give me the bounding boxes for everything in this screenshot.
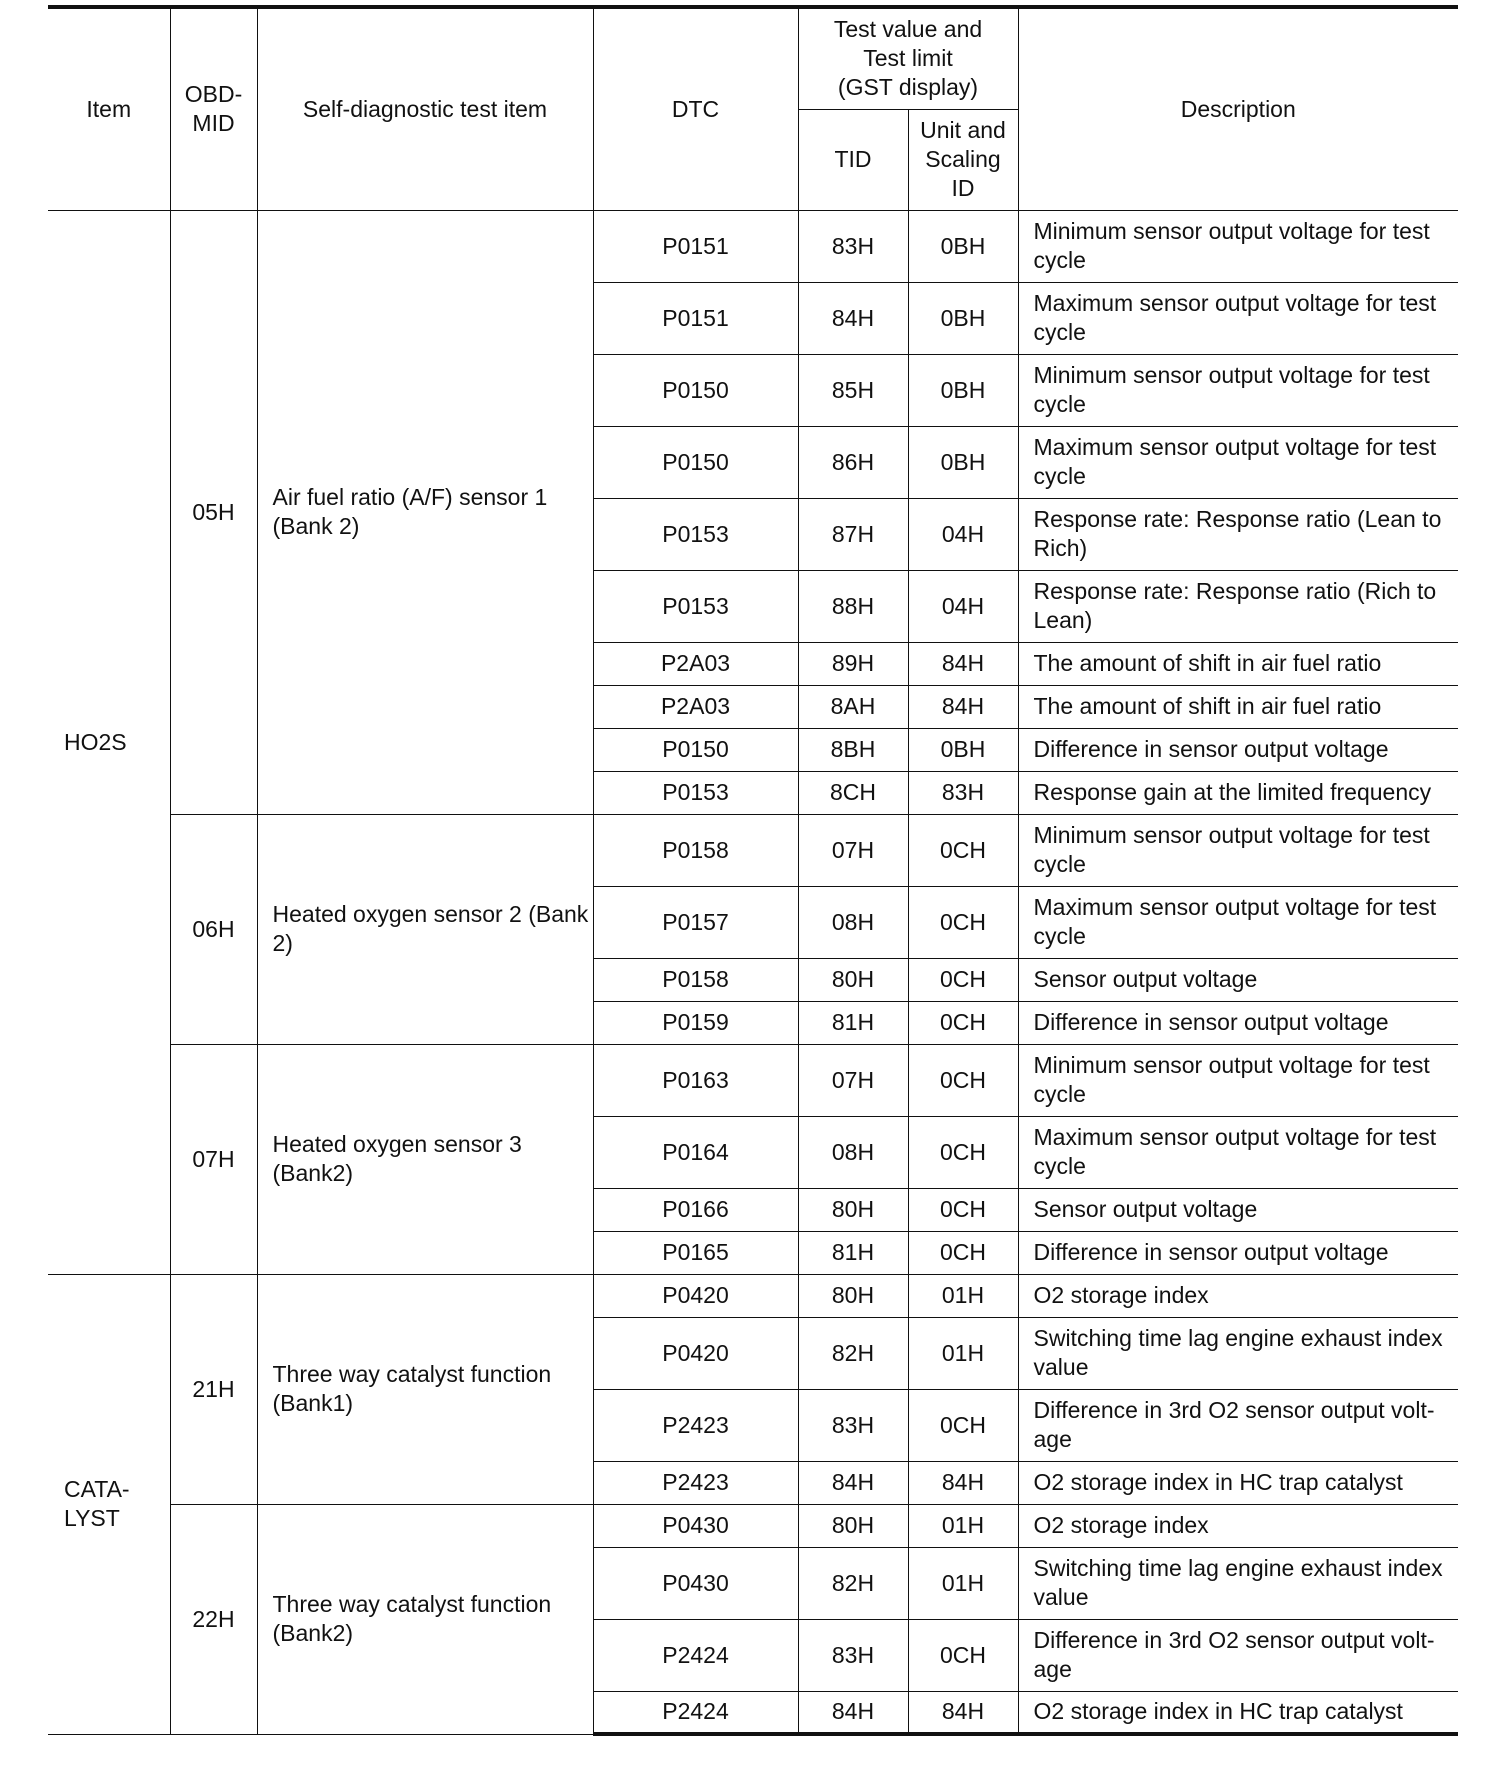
description-cell: Difference in sensor output voltage — [1018, 1001, 1458, 1044]
unit-scaling-cell: 84H — [908, 685, 1018, 728]
unit-scaling-cell: 0BH — [908, 426, 1018, 498]
tid-cell: 87H — [798, 498, 908, 570]
header-test-value-group: Test value and Test limit (GST display) — [798, 7, 1018, 109]
tid-cell: 82H — [798, 1547, 908, 1619]
tid-cell: 83H — [798, 1389, 908, 1461]
test-item-cell: Heated oxygen sensor 3 (Bank2) — [257, 1044, 593, 1274]
dtc-cell: P0158 — [593, 958, 798, 1001]
tid-cell: 84H — [798, 1691, 908, 1734]
dtc-cell: P2A03 — [593, 685, 798, 728]
dtc-cell: P0150 — [593, 354, 798, 426]
tid-cell: 81H — [798, 1001, 908, 1044]
tid-cell: 80H — [798, 1504, 908, 1547]
obd-test-table — [48, 5, 1458, 1736]
obd-mid-cell: 22H — [170, 1504, 257, 1734]
tid-cell: 85H — [798, 354, 908, 426]
unit-scaling-cell: 0CH — [908, 958, 1018, 1001]
obd-mid-cell: 05H — [170, 210, 257, 814]
table-row — [48, 210, 1458, 282]
dtc-cell: P0420 — [593, 1317, 798, 1389]
description-cell: Maximum sensor output voltage for test cycle — [1018, 1116, 1458, 1188]
dtc-cell: P0151 — [593, 282, 798, 354]
tid-cell: 83H — [798, 1619, 908, 1691]
description-cell: The amount of shift in air fuel ratio — [1018, 685, 1458, 728]
description-cell: O2 storage index in HC trap catalyst — [1018, 1691, 1458, 1734]
unit-scaling-cell: 01H — [908, 1504, 1018, 1547]
unit-scaling-cell: 04H — [908, 570, 1018, 642]
table-row — [48, 814, 1458, 886]
unit-scaling-cell: 0CH — [908, 886, 1018, 958]
header-tid: TID — [798, 109, 908, 210]
dtc-cell: P0150 — [593, 426, 798, 498]
description-cell: Switching time lag engine exhaust index value — [1018, 1317, 1458, 1389]
unit-scaling-cell: 0CH — [908, 1389, 1018, 1461]
description-cell: Minimum sensor output voltage for test cycle — [1018, 210, 1458, 282]
unit-scaling-cell: 04H — [908, 498, 1018, 570]
tid-cell: 8CH — [798, 771, 908, 814]
dtc-cell: P0165 — [593, 1231, 798, 1274]
test-item-cell: Air fuel ratio (A/F) sensor 1 (Bank 2) — [257, 210, 593, 814]
tid-cell: 80H — [798, 1274, 908, 1317]
description-cell: Sensor output voltage — [1018, 1188, 1458, 1231]
dtc-cell: P2424 — [593, 1691, 798, 1734]
dtc-cell: P0153 — [593, 570, 798, 642]
unit-scaling-cell: 84H — [908, 1461, 1018, 1504]
unit-scaling-cell: 0CH — [908, 1188, 1018, 1231]
tid-cell: 86H — [798, 426, 908, 498]
dtc-cell: P0430 — [593, 1504, 798, 1547]
description-cell: Maximum sensor output voltage for test cycle — [1018, 282, 1458, 354]
obd-mid-cell: 06H — [170, 814, 257, 1044]
obd-mid-cell: 07H — [170, 1044, 257, 1274]
tid-cell: 84H — [798, 1461, 908, 1504]
unit-scaling-cell: 0BH — [908, 728, 1018, 771]
dtc-cell: P2424 — [593, 1619, 798, 1691]
unit-scaling-cell: 0BH — [908, 210, 1018, 282]
dtc-cell: P2A03 — [593, 642, 798, 685]
dtc-cell: P2423 — [593, 1461, 798, 1504]
unit-scaling-cell: 0CH — [908, 1116, 1018, 1188]
description-cell: Minimum sensor output voltage for test cycle — [1018, 814, 1458, 886]
dtc-cell: P0158 — [593, 814, 798, 886]
tid-cell: 07H — [798, 814, 908, 886]
description-cell: Difference in sensor output voltage — [1018, 728, 1458, 771]
description-cell: Response gain at the limited frequency — [1018, 771, 1458, 814]
tid-cell: 8BH — [798, 728, 908, 771]
description-cell: Difference in 3rd O2 sensor output volt- age — [1018, 1619, 1458, 1691]
header-item: Item — [48, 7, 170, 210]
test-item-cell: Three way catalyst function (Bank2) — [257, 1504, 593, 1734]
test-item-cell: Heated oxygen sensor 2 (Bank 2) — [257, 814, 593, 1044]
dtc-cell: P2423 — [593, 1389, 798, 1461]
tid-cell: 89H — [798, 642, 908, 685]
tid-cell: 8AH — [798, 685, 908, 728]
unit-scaling-cell: 01H — [908, 1274, 1018, 1317]
unit-scaling-cell: 84H — [908, 642, 1018, 685]
tid-cell: 81H — [798, 1231, 908, 1274]
item-cell: CATA- LYST — [48, 1274, 170, 1734]
dtc-cell: P0430 — [593, 1547, 798, 1619]
description-cell: O2 storage index — [1018, 1504, 1458, 1547]
table-row — [48, 1504, 1458, 1547]
tid-cell: 84H — [798, 282, 908, 354]
table-row — [48, 1044, 1458, 1116]
tid-cell: 07H — [798, 1044, 908, 1116]
unit-scaling-cell: 0CH — [908, 1231, 1018, 1274]
tid-cell: 88H — [798, 570, 908, 642]
unit-scaling-cell: 0CH — [908, 1001, 1018, 1044]
description-cell: Sensor output voltage — [1018, 958, 1458, 1001]
unit-scaling-cell: 84H — [908, 1691, 1018, 1734]
unit-scaling-cell: 0CH — [908, 814, 1018, 886]
dtc-cell: P0153 — [593, 771, 798, 814]
description-cell: O2 storage index in HC trap catalyst — [1018, 1461, 1458, 1504]
table-body — [48, 210, 1458, 1734]
dtc-cell: P0420 — [593, 1274, 798, 1317]
tid-cell: 80H — [798, 958, 908, 1001]
dtc-cell: P0151 — [593, 210, 798, 282]
description-cell: Response rate: Response ratio (Rich to Lean) — [1018, 570, 1458, 642]
description-cell: The amount of shift in air fuel ratio — [1018, 642, 1458, 685]
description-cell: Minimum sensor output voltage for test cycle — [1018, 354, 1458, 426]
header-obd-mid: OBD- MID — [170, 7, 257, 210]
description-cell: Response rate: Response ratio (Lean to Rich) — [1018, 498, 1458, 570]
description-cell: Switching time lag engine exhaust index value — [1018, 1547, 1458, 1619]
tid-cell: 80H — [798, 1188, 908, 1231]
header-unit-scaling: Unit and Scaling ID — [908, 109, 1018, 210]
tid-cell: 82H — [798, 1317, 908, 1389]
header-description: Description — [1018, 7, 1458, 210]
dtc-cell: P0150 — [593, 728, 798, 771]
description-cell: O2 storage index — [1018, 1274, 1458, 1317]
dtc-cell: P0164 — [593, 1116, 798, 1188]
description-cell: Maximum sensor output voltage for test cycle — [1018, 426, 1458, 498]
item-cell: HO2S — [48, 210, 170, 1274]
description-cell: Maximum sensor output voltage for test cycle — [1018, 886, 1458, 958]
test-item-cell: Three way catalyst function (Bank1) — [257, 1274, 593, 1504]
tid-cell: 08H — [798, 1116, 908, 1188]
dtc-cell: P0157 — [593, 886, 798, 958]
description-cell: Difference in sensor output voltage — [1018, 1231, 1458, 1274]
dtc-cell: P0166 — [593, 1188, 798, 1231]
unit-scaling-cell: 83H — [908, 771, 1018, 814]
header-test-item: Self-diagnostic test item — [257, 7, 593, 210]
header-dtc: DTC — [593, 7, 798, 210]
unit-scaling-cell: 0BH — [908, 282, 1018, 354]
dtc-cell: P0163 — [593, 1044, 798, 1116]
tid-cell: 83H — [798, 210, 908, 282]
dtc-cell: P0159 — [593, 1001, 798, 1044]
obd-mid-cell: 21H — [170, 1274, 257, 1504]
unit-scaling-cell: 01H — [908, 1317, 1018, 1389]
table-row — [48, 1274, 1458, 1317]
unit-scaling-cell: 0BH — [908, 354, 1018, 426]
unit-scaling-cell: 0CH — [908, 1044, 1018, 1116]
unit-scaling-cell: 0CH — [908, 1619, 1018, 1691]
description-cell: Difference in 3rd O2 sensor output volt- age — [1018, 1389, 1458, 1461]
unit-scaling-cell: 01H — [908, 1547, 1018, 1619]
dtc-cell: P0153 — [593, 498, 798, 570]
tid-cell: 08H — [798, 886, 908, 958]
description-cell: Minimum sensor output voltage for test cycle — [1018, 1044, 1458, 1116]
